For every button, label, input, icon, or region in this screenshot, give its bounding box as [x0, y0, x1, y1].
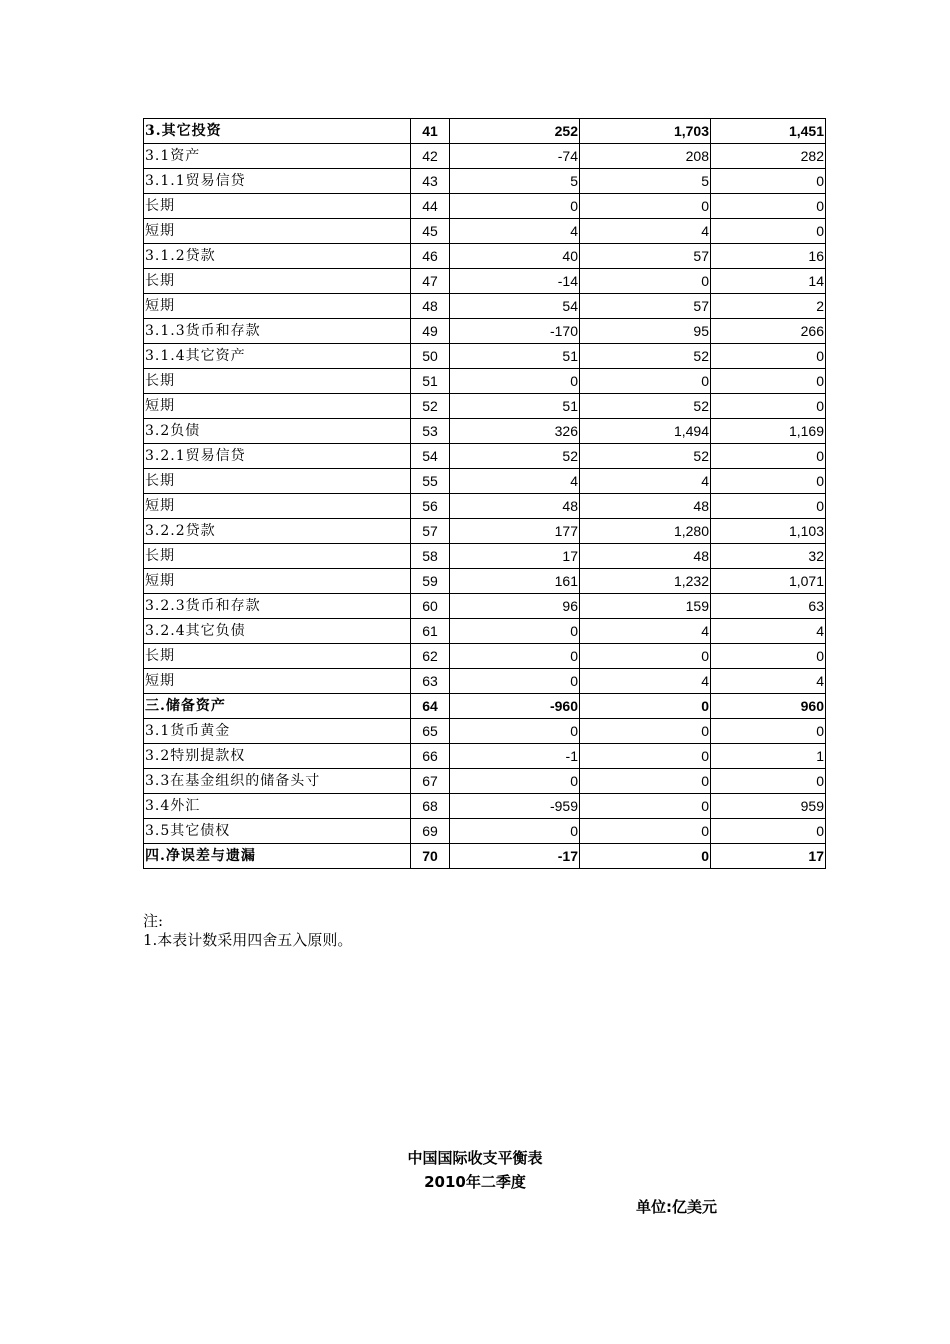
row-line-number-cell: 61 — [411, 619, 450, 644]
row-line-number-cell: 49 — [411, 319, 450, 344]
row-item-cell: 3.其它投资 — [144, 119, 411, 144]
table-row — [144, 519, 826, 544]
row-value-cell: 54 — [450, 294, 580, 319]
row-value-cell: 1,169 — [711, 419, 826, 444]
row-item-cell: 3.3在基金组织的储备头寸 — [144, 769, 411, 794]
row-value-cell: 4 — [580, 619, 711, 644]
table-row — [144, 219, 826, 244]
table-row — [144, 619, 826, 644]
note-item: 1.本表计数采用四舍五入原则。 — [143, 931, 353, 949]
row-value-cell: 1,232 — [580, 569, 711, 594]
row-value-cell: 177 — [450, 519, 580, 544]
row-value-cell: 48 — [450, 494, 580, 519]
table-row — [144, 244, 826, 269]
row-value-cell: 0 — [580, 744, 711, 769]
unit-label: 单位:亿美元 — [636, 1198, 717, 1216]
row-value-cell: 5 — [450, 169, 580, 194]
row-value-cell: 0 — [580, 819, 711, 844]
row-value-cell: 1,280 — [580, 519, 711, 544]
row-value-cell: 0 — [580, 844, 711, 869]
row-value-cell: 0 — [711, 719, 826, 744]
balance-of-payments-table — [143, 118, 826, 869]
row-value-cell: 40 — [450, 244, 580, 269]
table-title: 中国国际收支平衡表 — [407, 1149, 543, 1167]
row-value-cell: 0 — [711, 494, 826, 519]
row-item-cell: 长期 — [144, 544, 411, 569]
row-item-cell: 3.2.3货币和存款 — [144, 594, 411, 619]
row-value-cell: 0 — [711, 469, 826, 494]
notes-heading: 注: — [143, 912, 164, 930]
table-row — [144, 794, 826, 819]
table-row — [144, 419, 826, 444]
row-value-cell: 48 — [580, 544, 711, 569]
row-line-number-cell: 42 — [411, 144, 450, 169]
row-value-cell: 52 — [580, 394, 711, 419]
row-value-cell: 52 — [580, 444, 711, 469]
row-value-cell: 0 — [450, 819, 580, 844]
row-value-cell: 0 — [580, 369, 711, 394]
row-value-cell: 4 — [711, 669, 826, 694]
row-value-cell: -170 — [450, 319, 580, 344]
row-value-cell: 0 — [450, 619, 580, 644]
row-item-cell: 长期 — [144, 369, 411, 394]
table-row — [144, 494, 826, 519]
row-value-cell: 63 — [711, 594, 826, 619]
row-value-cell: 52 — [580, 344, 711, 369]
row-value-cell: 0 — [450, 769, 580, 794]
row-item-cell: 短期 — [144, 569, 411, 594]
table-row — [144, 469, 826, 494]
row-item-cell: 四.净误差与遗漏 — [144, 844, 411, 869]
row-value-cell: 51 — [450, 394, 580, 419]
row-item-cell: 3.2负债 — [144, 419, 411, 444]
row-value-cell: 161 — [450, 569, 580, 594]
table-row — [144, 694, 826, 719]
row-value-cell: 326 — [450, 419, 580, 444]
row-line-number-cell: 62 — [411, 644, 450, 669]
row-line-number-cell: 66 — [411, 744, 450, 769]
row-value-cell: -74 — [450, 144, 580, 169]
table-row — [144, 719, 826, 744]
row-item-cell: 长期 — [144, 194, 411, 219]
row-line-number-cell: 60 — [411, 594, 450, 619]
row-value-cell: 95 — [580, 319, 711, 344]
row-value-cell: 0 — [711, 769, 826, 794]
table-row — [144, 819, 826, 844]
row-value-cell: 0 — [711, 819, 826, 844]
table-row — [144, 369, 826, 394]
row-value-cell: 57 — [580, 294, 711, 319]
row-value-cell: -14 — [450, 269, 580, 294]
row-value-cell: 14 — [711, 269, 826, 294]
row-value-cell: 1,451 — [711, 119, 826, 144]
table-row — [144, 169, 826, 194]
row-line-number-cell: 58 — [411, 544, 450, 569]
row-value-cell: 1,494 — [580, 419, 711, 444]
row-value-cell: -960 — [450, 694, 580, 719]
row-value-cell: 0 — [450, 369, 580, 394]
row-value-cell: 959 — [711, 794, 826, 819]
row-line-number-cell: 48 — [411, 294, 450, 319]
table-row — [144, 744, 826, 769]
row-item-cell: 3.4外汇 — [144, 794, 411, 819]
row-value-cell: 2 — [711, 294, 826, 319]
table-row — [144, 269, 826, 294]
row-item-cell: 3.1资产 — [144, 144, 411, 169]
row-line-number-cell: 41 — [411, 119, 450, 144]
row-item-cell: 3.2.1贸易信贷 — [144, 444, 411, 469]
row-item-cell: 短期 — [144, 669, 411, 694]
row-value-cell: 17 — [711, 844, 826, 869]
table-row — [144, 319, 826, 344]
row-value-cell: 0 — [711, 169, 826, 194]
row-value-cell: 0 — [580, 269, 711, 294]
row-value-cell: 16 — [711, 244, 826, 269]
row-item-cell: 短期 — [144, 394, 411, 419]
row-line-number-cell: 59 — [411, 569, 450, 594]
row-value-cell: 0 — [711, 344, 826, 369]
row-line-number-cell: 43 — [411, 169, 450, 194]
table-row — [144, 569, 826, 594]
row-value-cell: 208 — [580, 144, 711, 169]
row-line-number-cell: 50 — [411, 344, 450, 369]
row-line-number-cell: 54 — [411, 444, 450, 469]
row-value-cell: 0 — [450, 669, 580, 694]
row-value-cell: 0 — [711, 219, 826, 244]
table-row — [144, 644, 826, 669]
row-item-cell: 3.2特别提款权 — [144, 744, 411, 769]
row-item-cell: 3.2.4其它负债 — [144, 619, 411, 644]
row-value-cell: 0 — [580, 719, 711, 744]
row-value-cell: 4 — [450, 469, 580, 494]
row-value-cell: 0 — [711, 644, 826, 669]
row-value-cell: 4 — [580, 219, 711, 244]
row-value-cell: 0 — [711, 369, 826, 394]
table-row — [144, 344, 826, 369]
row-line-number-cell: 45 — [411, 219, 450, 244]
row-value-cell: 57 — [580, 244, 711, 269]
table-row — [144, 144, 826, 169]
row-value-cell: 0 — [711, 394, 826, 419]
row-value-cell: 0 — [711, 444, 826, 469]
row-line-number-cell: 44 — [411, 194, 450, 219]
row-value-cell: 17 — [450, 544, 580, 569]
row-value-cell: 960 — [711, 694, 826, 719]
row-value-cell: 0 — [580, 194, 711, 219]
row-item-cell: 3.1.4其它资产 — [144, 344, 411, 369]
table-row — [144, 669, 826, 694]
row-line-number-cell: 68 — [411, 794, 450, 819]
row-value-cell: 0 — [450, 194, 580, 219]
row-value-cell: 1,103 — [711, 519, 826, 544]
row-line-number-cell: 53 — [411, 419, 450, 444]
row-value-cell: 0 — [580, 769, 711, 794]
table-row — [144, 444, 826, 469]
table-row — [144, 844, 826, 869]
row-line-number-cell: 70 — [411, 844, 450, 869]
row-line-number-cell: 46 — [411, 244, 450, 269]
row-line-number-cell: 67 — [411, 769, 450, 794]
row-item-cell: 长期 — [144, 269, 411, 294]
row-line-number-cell: 65 — [411, 719, 450, 744]
table-row — [144, 119, 826, 144]
row-item-cell: 长期 — [144, 644, 411, 669]
row-value-cell: 5 — [580, 169, 711, 194]
row-item-cell: 3.1.3货币和存款 — [144, 319, 411, 344]
row-value-cell: 159 — [580, 594, 711, 619]
table-row — [144, 544, 826, 569]
row-item-cell: 3.5其它债权 — [144, 819, 411, 844]
row-line-number-cell: 63 — [411, 669, 450, 694]
row-value-cell: 266 — [711, 319, 826, 344]
row-item-cell: 短期 — [144, 494, 411, 519]
row-value-cell: 48 — [580, 494, 711, 519]
row-value-cell: 0 — [450, 719, 580, 744]
row-value-cell: 282 — [711, 144, 826, 169]
table-row — [144, 594, 826, 619]
row-value-cell: 252 — [450, 119, 580, 144]
row-item-cell: 3.2.2贷款 — [144, 519, 411, 544]
table-body — [144, 119, 826, 869]
row-item-cell: 三.储备资产 — [144, 694, 411, 719]
row-item-cell: 短期 — [144, 219, 411, 244]
row-line-number-cell: 64 — [411, 694, 450, 719]
row-value-cell: 51 — [450, 344, 580, 369]
row-value-cell: 0 — [580, 694, 711, 719]
row-item-cell: 短期 — [144, 294, 411, 319]
row-value-cell: 4 — [580, 669, 711, 694]
table-row — [144, 294, 826, 319]
table-row — [144, 194, 826, 219]
row-value-cell: 1,703 — [580, 119, 711, 144]
row-value-cell: 0 — [580, 644, 711, 669]
row-value-cell: 4 — [580, 469, 711, 494]
row-line-number-cell: 55 — [411, 469, 450, 494]
row-value-cell: 1,071 — [711, 569, 826, 594]
row-value-cell: -1 — [450, 744, 580, 769]
row-line-number-cell: 51 — [411, 369, 450, 394]
row-item-cell: 长期 — [144, 469, 411, 494]
row-value-cell: 32 — [711, 544, 826, 569]
row-value-cell: -959 — [450, 794, 580, 819]
row-value-cell: 0 — [450, 644, 580, 669]
table-row — [144, 394, 826, 419]
row-value-cell: 4 — [450, 219, 580, 244]
row-line-number-cell: 52 — [411, 394, 450, 419]
row-line-number-cell: 47 — [411, 269, 450, 294]
row-value-cell: -17 — [450, 844, 580, 869]
notes-section — [143, 912, 352, 950]
row-item-cell: 3.1.2贷款 — [144, 244, 411, 269]
row-line-number-cell: 57 — [411, 519, 450, 544]
row-value-cell: 4 — [711, 619, 826, 644]
row-value-cell: 0 — [580, 794, 711, 819]
row-item-cell: 3.1.1贸易信贷 — [144, 169, 411, 194]
row-item-cell: 3.1货币黄金 — [144, 719, 411, 744]
row-value-cell: 52 — [450, 444, 580, 469]
row-line-number-cell: 69 — [411, 819, 450, 844]
row-value-cell: 1 — [711, 744, 826, 769]
table-row — [144, 769, 826, 794]
row-value-cell: 0 — [711, 194, 826, 219]
table-period: 2010年二季度 — [424, 1173, 526, 1191]
row-line-number-cell: 56 — [411, 494, 450, 519]
row-value-cell: 96 — [450, 594, 580, 619]
